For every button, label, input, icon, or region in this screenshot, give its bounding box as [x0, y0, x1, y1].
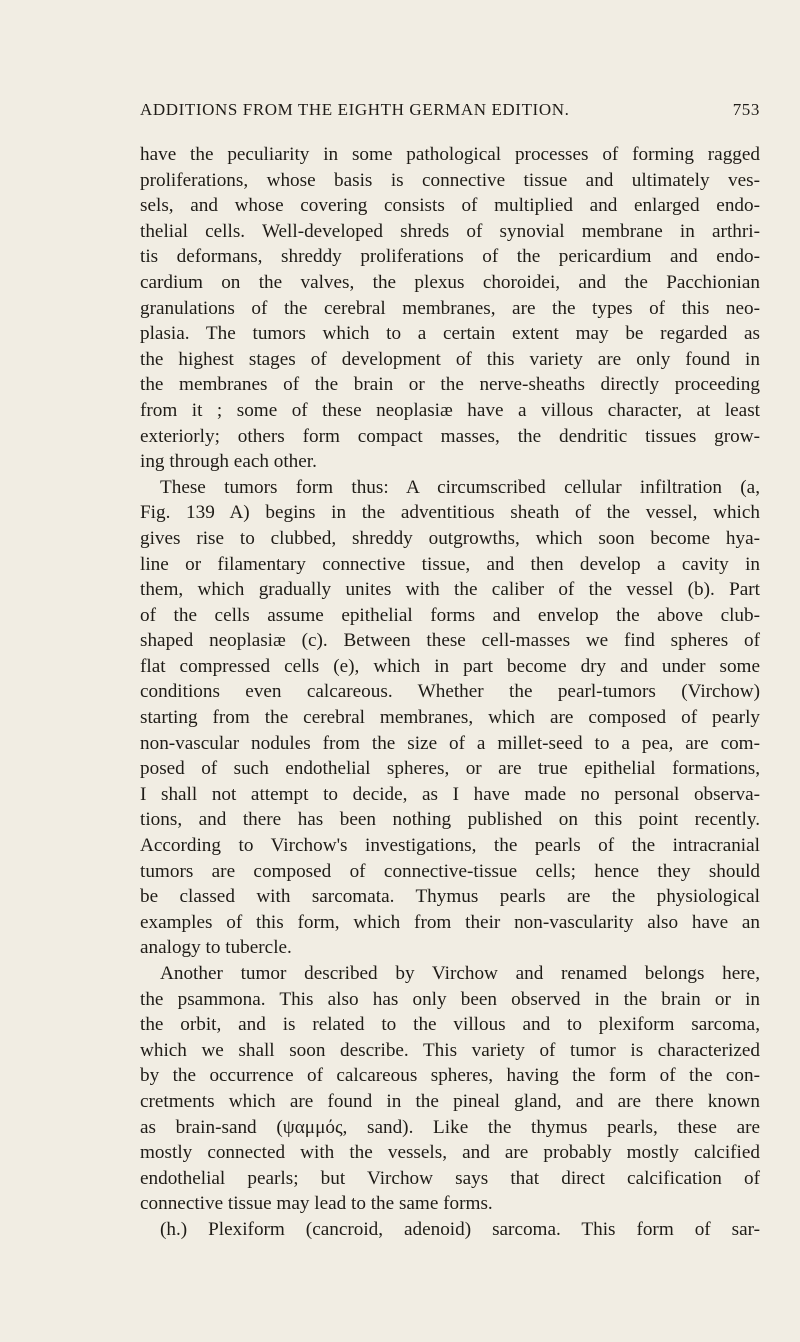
text-line: the psammona. This also has only been observed in the brain or in — [140, 988, 760, 1010]
text-line: tis deformans, shreddy proliferations of the pericardium and endo- — [140, 246, 760, 268]
running-title: ADDITIONS FROM THE EIGHTH GERMAN EDITION. — [140, 100, 570, 119]
text-line: them, which gradually unites with the caliber of the vessel (b). Part — [140, 579, 760, 601]
text-line: tions, and there has been nothing published on this point recently. — [140, 809, 760, 831]
text-line: as brain-sand (ψαμμός, sand). Like the thymus pearls, these are — [140, 1116, 760, 1138]
text-line: exteriorly; others form compact masses, the dendritic tissues grow- — [140, 425, 760, 447]
text-line: starting from the cerebral membranes, which are composed of pearly — [140, 707, 760, 729]
text-line: non-vascular nodules from the size of a millet-seed to a pea, are com- — [140, 732, 760, 754]
text-line: by the occurrence of calcareous spheres, having the form of the con- — [140, 1065, 760, 1087]
text-line: cardium on the valves, the plexus choroidei, and the Pacchionian — [140, 271, 760, 293]
text-line: I shall not attempt to decide, as I have made no personal observa- — [140, 783, 760, 805]
paragraph-start-line: Another tumor described by Virchow and renamed belongs here, — [160, 963, 760, 984]
text-line: analogy to tubercle. — [140, 937, 292, 959]
running-head — [140, 100, 760, 126]
text-line: According to Virchow's investigations, the pearls of the intracranial — [140, 835, 760, 857]
text-line: connective tissue may lead to the same forms. — [140, 1193, 493, 1215]
text-line: of the cells assume epithelial forms and envelop the above club- — [140, 604, 760, 626]
text-line: have the peculiarity in some pathological processes of forming ragged — [140, 144, 760, 165]
paragraph-start-line: These tumors form thus: A circumscribed cellular infiltration (a, — [160, 476, 760, 498]
text-line: posed of such endothelial spheres, or are true epithelial formations, — [140, 758, 760, 780]
text-line: ing through each other. — [140, 451, 317, 473]
page-number: 753 — [732, 100, 760, 119]
text-line: line or filamentary connective tissue, and then develop a cavity in — [140, 553, 760, 575]
text-line: the membranes of the brain or the nerve-sheaths directly proceeding — [140, 374, 760, 396]
text-line: sels, and whose covering consists of multiplied and enlarged endo- — [140, 195, 760, 217]
text-line: gives rise to clubbed, shreddy outgrowths, which soon become hya- — [140, 527, 760, 549]
text-line: shaped neoplasiæ (c). Between these cell-masses we find spheres of — [140, 630, 760, 652]
text-line: conditions even calcareous. Whether the pearl-tumors (Virchow) — [140, 681, 760, 703]
text-line: Fig. 139 A) begins in the adventitious sheath of the vessel, which — [140, 502, 760, 524]
text-line: plasia. The tumors which to a certain extent may be regarded as — [140, 323, 760, 345]
text-line: flat compressed cells (e), which in part become dry and under some — [140, 655, 760, 677]
text-line: mostly connected with the vessels, and are probably mostly calcified — [140, 1142, 760, 1164]
text-line: the orbit, and is related to the villous and to plexiform sarcoma, — [140, 1014, 760, 1036]
text-line: examples of this form, which from their non-vascularity also have an — [140, 911, 760, 933]
text-line: be classed with sarcomata. Thymus pearls are the physiological — [140, 886, 760, 908]
text-line: granulations of the cerebral membranes, are the types of this neo- — [140, 297, 760, 319]
text-line: from it ; some of these neoplasiæ have a villous character, at least — [140, 399, 760, 421]
body-text — [140, 142, 760, 1243]
text-line: cretments which are found in the pineal gland, and are there known — [140, 1090, 760, 1112]
paragraph-start-line: (h.) Plexiform (cancroid, adenoid) sarcoma. This form of sar- — [160, 1218, 760, 1240]
text-line: thelial cells. Well-developed shreds of synovial membrane in arthri- — [140, 220, 760, 242]
text-line: proliferations, whose basis is connective tissue and ultimately ves- — [140, 169, 760, 191]
text-line: tumors are composed of connective-tissue cells; hence they should — [140, 860, 760, 882]
text-line: the highest stages of development of this variety are only found in — [140, 348, 760, 370]
text-line: which we shall soon describe. This variety of tumor is characterized — [140, 1039, 760, 1061]
text-line: endothelial pearls; but Virchow says that direct calcification of — [140, 1167, 760, 1189]
